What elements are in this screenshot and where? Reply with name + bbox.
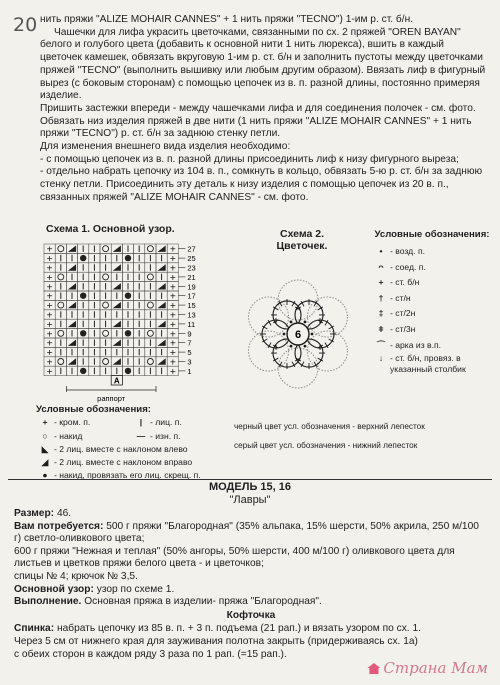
edge-stitch-mark: + <box>169 319 177 329</box>
twisted-yo-mark <box>80 255 86 261</box>
yarn-over-mark <box>103 302 109 308</box>
decrease-mark <box>68 302 76 308</box>
edge-stitch-mark: + <box>169 244 177 254</box>
legend-text: - лиц. п. <box>150 417 182 428</box>
page-number: 20 <box>13 14 38 36</box>
a-label: A <box>113 376 120 386</box>
edge-stitch-mark: + <box>169 329 177 339</box>
edge-stitch-mark: + <box>169 357 177 367</box>
twisted-yo-mark <box>80 330 86 336</box>
needles-line: спицы № 4; крючок № 3,5. <box>14 570 138 582</box>
row-number: 11 <box>187 319 196 329</box>
double-crochet-icon: † <box>378 292 384 303</box>
twisted-yo-mark <box>80 293 86 299</box>
pattern-label: Основной узор: <box>14 583 94 595</box>
yarn-over-mark <box>103 274 109 280</box>
legend-text: - возд. п. <box>390 246 425 256</box>
edge-stitch-mark: + <box>46 272 53 282</box>
rapport-label: раппорт <box>97 394 126 403</box>
row-number: 1 <box>187 366 192 376</box>
legend-row-1 <box>36 416 256 429</box>
yarn-over-mark <box>58 246 64 252</box>
intro-paragraph-2: Чашечки для лифа украсить цветочками, связанными по сх. 2 пряжей "OREN BAYAN" белого и голубого цвета (добавить к основной нити 1 нить люрекса), вшить в каждый цветочек камешек, обвязать вкруговую 1-им р. ст. б/н и заполнить пустоты между цветочками пряжей "TECNO" (выполнить вышивку или любым другим образом). Ввязать лиф в фигурный вырез (с боковым сторонам) с помощью цепочек из в. п. разной длины, постоянно примеряя изделие. <box>40 26 486 102</box>
knit-stitch-icon: | <box>139 417 143 428</box>
decrease-mark <box>68 283 76 289</box>
legend2-row <box>372 353 492 375</box>
yarn-over-mark <box>103 246 109 252</box>
legend-text: - накид <box>54 430 83 441</box>
slip-stitch-icon: ᴖ <box>378 261 384 272</box>
center-number: 6 <box>294 329 302 341</box>
legend2-row <box>372 338 492 354</box>
edge-stitch-icon: + <box>42 417 48 428</box>
row-number: 7 <box>187 338 192 348</box>
single-crochet-icon: + <box>378 277 384 288</box>
lower-petal <box>278 280 318 320</box>
knitting-chart <box>36 236 216 404</box>
edge-stitch-mark: + <box>169 301 177 311</box>
decrease-mark <box>158 340 166 346</box>
edge-stitch-mark: + <box>46 263 53 273</box>
model-instructions <box>14 508 488 661</box>
jacket-title: Кофточка <box>226 609 276 621</box>
legend-text: - ст. б/н <box>390 277 420 288</box>
legend-text: - ст/3н <box>390 323 416 334</box>
pattern-value: узор по схеме 1. <box>96 583 175 595</box>
legend2-row <box>372 260 492 276</box>
center-chain <box>283 333 286 336</box>
legend-text: - ст/2н <box>390 308 416 319</box>
edge-stitch-mark: + <box>46 254 53 264</box>
black-color-note: черный цвет усл. обозначения - верхний лепесток <box>234 422 425 431</box>
decrease-mark <box>68 321 76 327</box>
row-number: 27 <box>187 244 196 254</box>
legend-row-2 <box>36 430 256 443</box>
twisted-yarn-over-icon: ● <box>42 470 48 481</box>
decrease-mark <box>158 321 166 327</box>
yarn-over-mark <box>147 359 153 365</box>
decrease-mark <box>113 246 121 252</box>
edge-stitch-mark: + <box>169 338 177 348</box>
legend-row-3 <box>36 443 256 456</box>
yarn-over-mark <box>147 330 153 336</box>
legend-text: - ст. б/н, провяз. в указанный столбик <box>390 353 466 375</box>
decrease-left-icon: ◣ <box>41 443 49 454</box>
center-chain <box>304 320 307 323</box>
row-number: 23 <box>187 263 196 273</box>
intro-paragraph-1: нить пряжи "ALIZE MOHAIR CANNES" + 1 нить пряжи "TECNO") 1-им р. ст. б/н. <box>40 14 414 25</box>
edge-stitch-mark: + <box>169 348 177 358</box>
edge-stitch-mark: + <box>46 301 53 311</box>
watermark <box>367 659 488 677</box>
yarn-over-icon: ○ <box>42 430 48 441</box>
legend-row-4 <box>36 456 256 469</box>
back-line <box>14 623 488 636</box>
intro-paragraph-4: Для изменения внешнего вида изделия необходимо: <box>40 141 291 153</box>
execution-value: Основная пряжа в изделии- пряжа "Благородная". <box>84 596 322 608</box>
decrease-mark <box>158 283 166 289</box>
purl-stitch-icon: — <box>136 430 146 441</box>
back-line-2: Через 5 см от нижнего края для зауживания полотна закрыть (придерживаясь сх. 1а) с обеих сторон в каждом ряду 3 раза по 1 рап. (=15 рап.). <box>14 635 418 660</box>
yarn-over-mark <box>58 330 64 336</box>
edge-stitch-mark: + <box>46 244 53 254</box>
double-treble-icon: ǂ <box>378 323 384 334</box>
edge-stitch-mark: + <box>169 310 177 320</box>
chain-arch-icon: ⌒ <box>376 339 386 350</box>
edge-stitch-mark: + <box>169 272 177 282</box>
twisted-yo-mark <box>125 293 131 299</box>
schema1-legend <box>36 403 256 483</box>
decrease-mark <box>158 246 166 252</box>
size-label: Размер: <box>14 508 55 519</box>
decrease-mark <box>113 358 121 364</box>
schema2-legend <box>372 229 492 375</box>
twisted-yo-mark <box>80 368 86 374</box>
house-icon <box>367 663 380 674</box>
center-chain <box>290 320 293 323</box>
row-number: 21 <box>187 272 196 282</box>
legend-text: - 2 лиц. вместе с наклоном вправо <box>54 457 193 468</box>
yarn-over-mark <box>58 302 64 308</box>
yarn-over-mark <box>103 359 109 365</box>
edge-stitch-mark: + <box>46 357 53 367</box>
yarn-over-mark <box>147 246 153 252</box>
center-chain <box>311 333 314 336</box>
legend2-row <box>372 291 492 307</box>
legend-text: - 2 лиц. вместе с наклоном влево <box>54 443 188 454</box>
yarn-over-mark <box>147 302 153 308</box>
decrease-right-icon: ◢ <box>41 457 49 468</box>
chain-stitch-icon: • <box>379 246 383 256</box>
twisted-yo-mark <box>125 330 131 336</box>
row-number: 5 <box>187 348 192 358</box>
intro-paragraph-5: - с помощью цепочек из в. п. разной длины присоединить лиф к низу фигурного выреза; <box>40 153 459 165</box>
decrease-mark <box>113 321 121 327</box>
execution-label: Выполнение. <box>14 596 82 608</box>
schema1-legend-title: Условные обозначения: <box>36 404 151 415</box>
edge-stitch-mark: + <box>169 254 177 264</box>
decrease-mark <box>68 264 76 270</box>
legend-text: - соед. п. <box>390 261 426 272</box>
schema2-legend-title: Условные обозначения: <box>374 229 490 240</box>
section-divider <box>8 479 492 480</box>
decrease-mark <box>68 340 76 346</box>
materials-value: 500 г пряжи "Благородная" (35% альпака, 15% шерсти, 50% акрила, 250 м/100 г) светло-оливкового цвета; <box>14 520 479 545</box>
lower-petal <box>278 348 318 388</box>
center-chain <box>304 345 307 348</box>
size-value: 46. <box>56 508 72 519</box>
legend-text: - изн. п. <box>150 430 181 441</box>
gray-color-note: серый цвет усл. обозначения - нижний лепесток <box>234 441 418 451</box>
legend-text: - накид, провязать его лиц. скрещ. п. <box>54 470 201 481</box>
row-number: 15 <box>187 301 196 311</box>
edge-stitch-mark: + <box>46 348 53 358</box>
flower-diagram <box>246 252 362 396</box>
legend-text: - кром. п. <box>54 417 91 428</box>
decrease-mark <box>113 283 121 289</box>
intro-paragraph-6: - отдельно набрать цепочку из 104 в. п., сомкнуть в кольцо, обвязать 5-ю р. ст. б/н за заднюю стенку петли. Присоединить эту деталь к низу изделия с помощью цепочек из 20 в. п., связанных пряжей "ALIZE MOHAIR CANNES" - см. фото. <box>40 166 483 203</box>
row-number: 25 <box>187 254 196 264</box>
edge-stitch-mark: + <box>46 366 53 376</box>
edge-stitch-mark: + <box>46 282 53 292</box>
watermark-text: Страна Мам <box>383 659 488 677</box>
row-number: 9 <box>187 329 192 339</box>
intro-text <box>40 14 488 205</box>
row-number: 19 <box>187 282 196 292</box>
model-subtitle: "Лавры" <box>229 494 271 506</box>
materials-label: Вам потребуется: <box>14 520 104 532</box>
yarn-over-mark <box>103 330 109 336</box>
decrease-mark <box>68 246 76 252</box>
edge-stitch-mark: + <box>46 329 53 339</box>
schema2-subtitle: Цветочек. <box>276 240 328 252</box>
model-title: МОДЕЛЬ 15, 16 <box>208 481 291 493</box>
pattern-line <box>14 584 488 597</box>
intro-paragraph-3: Пришить застежки впереди - между чашечками лифа и для соединения полочек - см. фото. Обвязать низ изделия пряжей в две нити (1 нить пряжи "ALIZE MOHAIR CANNES" + 1 нить пряжи "TECNO") р. ст. б/н за заднюю стенку петли. <box>40 102 476 140</box>
edge-stitch-mark: + <box>46 319 53 329</box>
twisted-yo-mark <box>125 255 131 261</box>
schema2-title <box>262 228 342 252</box>
row-number: 13 <box>187 310 196 320</box>
schema1-title: Схема 1. Основной узор. <box>46 223 175 235</box>
color-notes <box>234 420 425 453</box>
treble-crochet-icon: ‡ <box>378 308 384 319</box>
decrease-mark <box>113 302 121 308</box>
decrease-mark <box>158 302 166 308</box>
back-value: набрать цепочку из 85 в. п. + 3 п. подъема (21 рап.) и вязать узором по сх. 1. <box>56 623 421 635</box>
center-chain <box>290 345 293 348</box>
legend2-row <box>372 322 492 338</box>
edge-stitch-mark: + <box>46 291 53 301</box>
legend-text: - арка из в.п. <box>390 339 442 350</box>
edge-stitch-mark: + <box>46 310 53 320</box>
decrease-mark <box>68 358 76 364</box>
yarn-over-mark <box>58 359 64 365</box>
row-number: 3 <box>187 357 192 367</box>
materials-line <box>14 521 488 546</box>
legend2-row <box>372 275 492 291</box>
execution-line <box>14 596 488 609</box>
twisted-yo-mark <box>125 368 131 374</box>
decrease-mark <box>113 340 121 346</box>
edge-stitch-mark: + <box>169 263 177 273</box>
legend2-row <box>372 244 492 260</box>
materials-line-2: 600 г пряжи "Нежная и теплая" (50% ангоры, 50% шерсти, 400 м/100 г) оливкового цвета для листьев и цветков пряжи белого цвета - и цветочков; <box>14 545 455 570</box>
edge-stitch-mark: + <box>169 282 177 292</box>
edge-stitch-mark: + <box>169 366 177 376</box>
row-number: 17 <box>187 291 196 301</box>
legend-text: - ст/н <box>390 292 411 303</box>
size-line <box>14 508 488 521</box>
sc-into-stitch-icon: ↓ <box>378 353 384 364</box>
schema2-title-line: Схема 2. <box>279 228 324 240</box>
decrease-mark <box>158 264 166 270</box>
legend2-row <box>372 306 492 322</box>
yarn-over-mark <box>147 274 153 280</box>
decrease-mark <box>113 264 121 270</box>
edge-stitch-mark: + <box>169 291 177 301</box>
decrease-mark <box>158 358 166 364</box>
back-label: Спинка: <box>14 623 55 635</box>
edge-stitch-mark: + <box>46 338 53 348</box>
yarn-over-mark <box>58 274 64 280</box>
